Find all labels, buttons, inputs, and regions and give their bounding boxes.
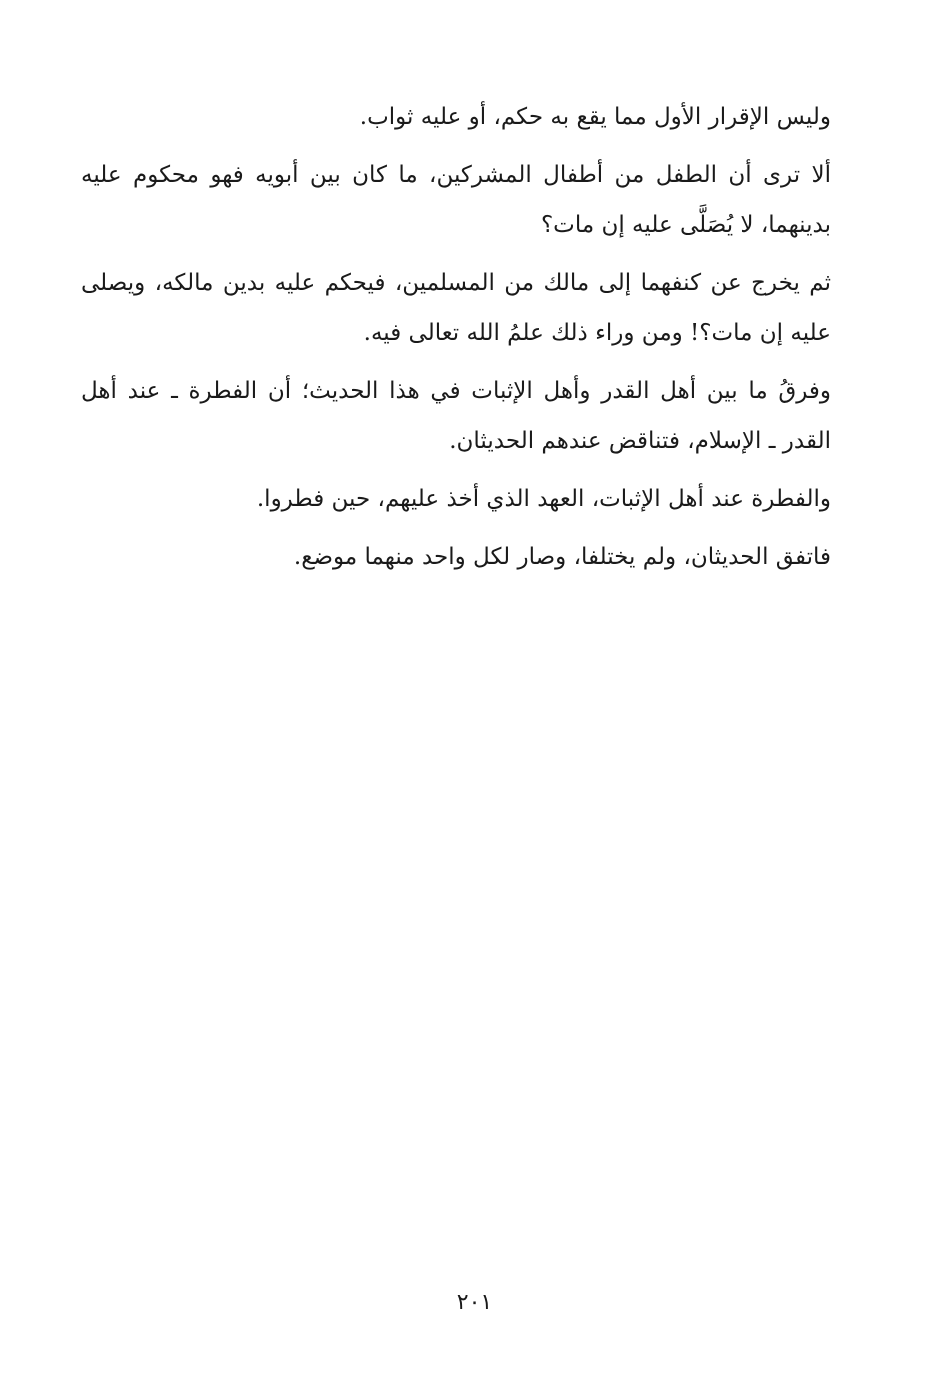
page-number: ٢٠١ <box>456 1290 493 1315</box>
paragraph-2: ألا ترى أن الطفل من أطفال المشركين، ما كان بين أبويه فهو محكوم عليه بدينهما، لا يُصَلَّى عليه إن مات؟ <box>81 162 831 238</box>
paragraph-1: وليس الإقرار الأول مما يقع به حكم، أو عليه ثواب. <box>359 104 831 130</box>
body-text <box>81 92 831 590</box>
paragraph-3: ثم يخرج عن كنفهما إلى مالك من المسلمين، فيحكم عليه بدين مالكه، ويصلى عليه إن مات؟! ومن وراء ذلك علمُ الله تعالى فيه. <box>81 270 831 346</box>
paragraph-5: والفطرة عند أهل الإثبات، العهد الذي أخذ عليهم، حين فطروا. <box>256 486 831 512</box>
paragraph-4: وفرقُ ما بين أهل القدر وأهل الإثبات في هذا الحديث؛ أن الفطرة ـ عند أهل القدر ـ الإسلام، فتناقض عندهم الحديثان. <box>81 378 831 454</box>
paragraph-6: فاتفق الحديثان، ولم يختلفا، وصار لكل واحد منهما موضع. <box>293 544 831 570</box>
